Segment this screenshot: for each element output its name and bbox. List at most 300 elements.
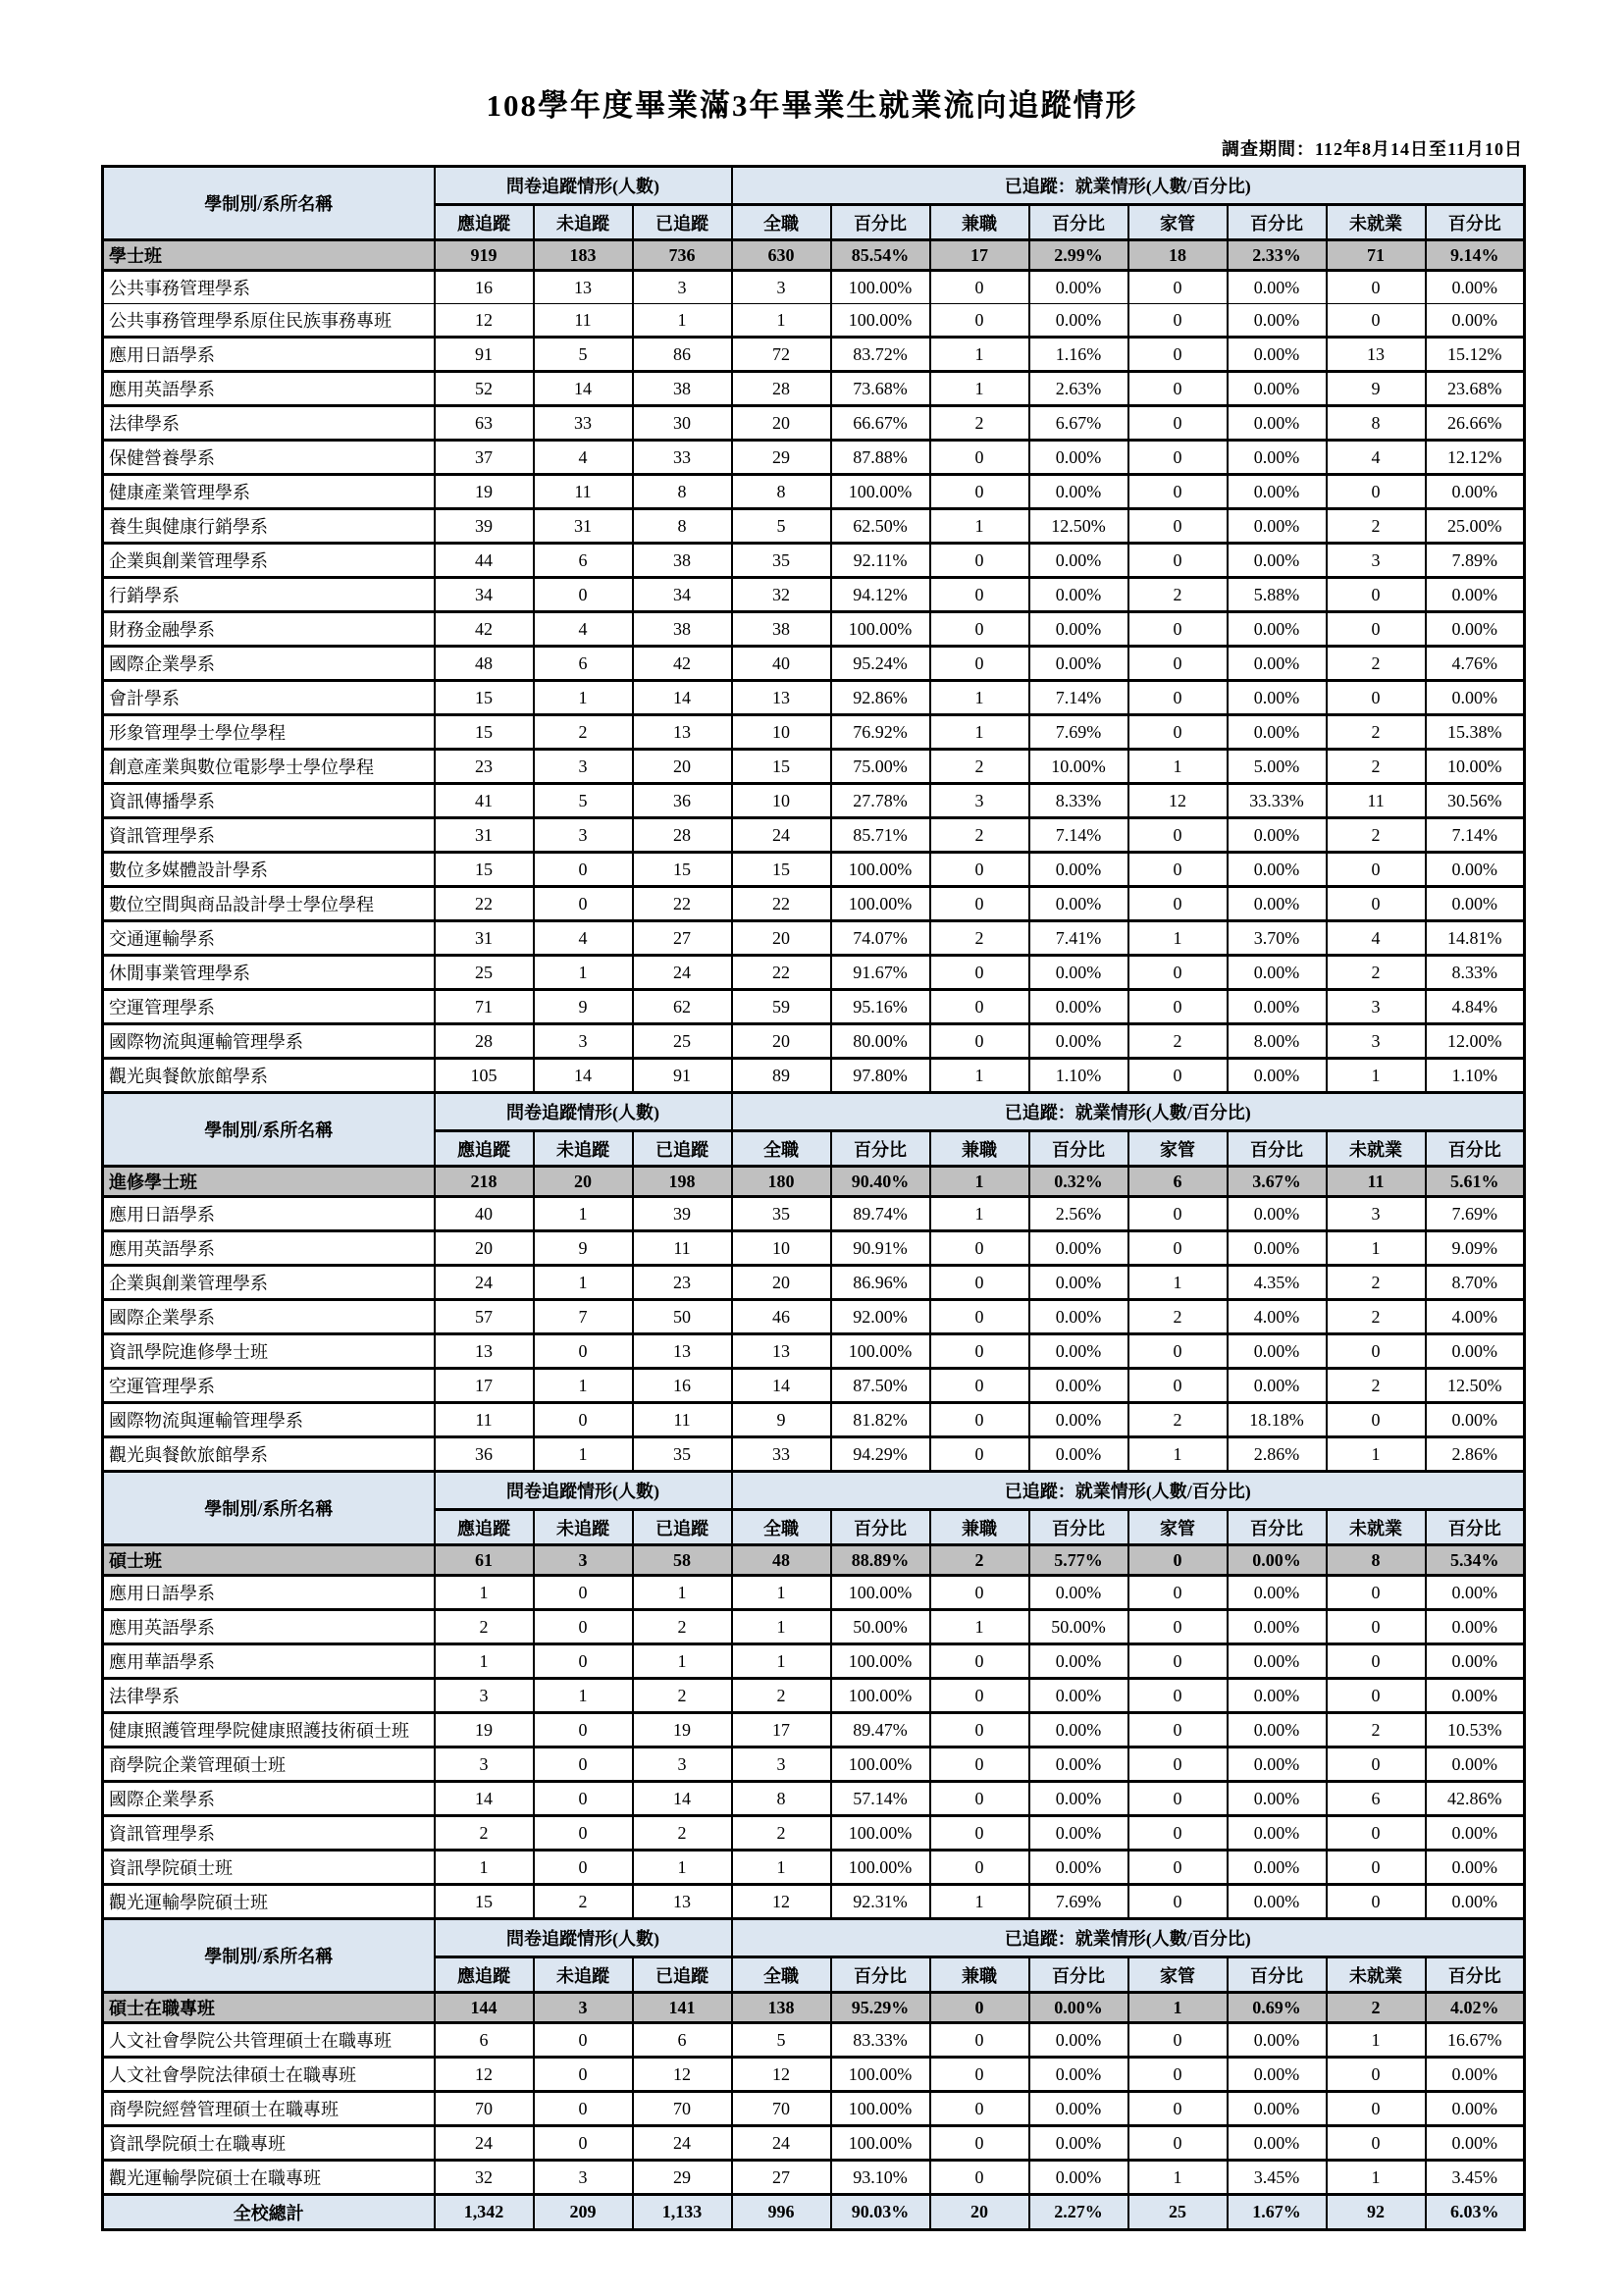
dept-name-cell: 觀光與餐飲旅館學系 [103,1437,435,1472]
value-cell: 1 [534,681,633,715]
value-cell: 1 [534,1266,633,1300]
value-cell: 0 [930,2126,1029,2161]
header-group-row [103,1093,1525,1131]
table-row [103,338,1525,372]
section-name-cell: 學士班 [103,240,435,271]
value-cell: 9 [534,990,633,1024]
header-fulltime: 全職 [732,1510,831,1545]
value-cell: 11 [435,1403,534,1437]
value-cell: 0 [1327,1334,1426,1369]
value-cell: 0.00% [1029,2161,1128,2195]
value-cell: 3 [732,271,831,304]
table-row [103,1782,1525,1816]
value-cell: 16.67% [1426,2023,1525,2058]
value-cell: 63 [435,406,534,441]
total-value-cell: 20 [930,2195,1029,2230]
value-cell: 2 [930,750,1029,784]
dept-name-cell: 應用英語學系 [103,1231,435,1266]
value-cell: 0.00% [1228,338,1327,372]
value-cell: 100.00% [831,2092,930,2126]
table-row [103,578,1525,612]
value-cell: 2 [1327,647,1426,681]
value-cell: 1 [1327,1437,1426,1472]
value-cell: 0.00% [1228,372,1327,406]
value-cell: 2 [633,1679,732,1713]
value-cell: 0.00% [1426,304,1525,338]
section-value-cell: 1 [930,1167,1029,1197]
value-cell: 14 [732,1369,831,1403]
value-cell: 28 [633,818,732,853]
value-cell: 1.10% [1426,1059,1525,1093]
value-cell: 85.71% [831,818,930,853]
section-value-cell: 218 [435,1167,534,1197]
value-cell: 13 [633,715,732,750]
value-cell: 48 [435,647,534,681]
value-cell: 1 [633,1851,732,1885]
value-cell: 39 [435,509,534,544]
dept-name-cell: 創意產業與數位電影學士學位學程 [103,750,435,784]
table-row [103,271,1525,304]
value-cell: 50.00% [1029,1610,1128,1644]
value-cell: 0 [930,1403,1029,1437]
value-cell: 25.00% [1426,509,1525,544]
value-cell: 5 [732,2023,831,2058]
header-fulltime: 全職 [732,205,831,240]
table-row [103,1024,1525,1059]
table-row [103,2058,1525,2092]
value-cell: 73.68% [831,372,930,406]
dept-name-cell: 國際企業學系 [103,647,435,681]
value-cell: 89.47% [831,1713,930,1747]
value-cell: 10.00% [1426,750,1525,784]
value-cell: 33 [732,1437,831,1472]
value-cell: 1 [732,1644,831,1679]
header-homemaker: 家管 [1128,1510,1228,1545]
section-value-cell: 17 [930,240,1029,271]
value-cell: 0 [1128,818,1228,853]
value-cell: 2 [633,1816,732,1851]
value-cell: 100.00% [831,475,930,509]
value-cell: 0 [930,544,1029,578]
value-cell: 0 [930,647,1029,681]
header-parttime: 兼職 [930,1510,1029,1545]
value-cell: 0.00% [1029,544,1128,578]
value-cell: 12 [732,2058,831,2092]
value-cell: 38 [732,612,831,647]
dept-name-cell: 法律學系 [103,406,435,441]
value-cell: 3 [732,1747,831,1782]
value-cell: 13 [435,1334,534,1369]
value-cell: 0.00% [1426,1851,1525,1885]
value-cell: 12 [732,1885,831,1919]
value-cell: 0.00% [1228,715,1327,750]
value-cell: 5 [534,338,633,372]
value-cell: 0 [930,1713,1029,1747]
value-cell: 62.50% [831,509,930,544]
value-cell: 100.00% [831,887,930,921]
value-cell: 2 [1128,578,1228,612]
page-title: 108學年度畢業滿3年畢業生就業流向追蹤情形 [486,88,1138,123]
dept-name-cell: 保健營養學系 [103,441,435,475]
value-cell: 2 [1327,956,1426,990]
value-cell: 0 [1128,1679,1228,1713]
value-cell: 1 [930,715,1029,750]
header-tracked: 已追蹤 [633,205,732,240]
value-cell: 2 [1327,1369,1426,1403]
value-cell: 1 [534,1197,633,1231]
value-cell: 1 [1128,1437,1228,1472]
value-cell: 0 [1128,509,1228,544]
value-cell: 0.00% [1029,1437,1128,1472]
value-cell: 90.91% [831,1231,930,1266]
value-cell: 31 [534,509,633,544]
table-row [103,1437,1525,1472]
section-value-cell: 3 [534,1993,633,2023]
value-cell: 16 [435,271,534,304]
dept-name-cell: 健康產業管理學系 [103,475,435,509]
header-parttime: 兼職 [930,1957,1029,1993]
value-cell: 6 [435,2023,534,2058]
value-cell: 13 [633,1885,732,1919]
value-cell: 25 [435,956,534,990]
value-cell: 0.00% [1228,1644,1327,1679]
value-cell: 0 [1327,475,1426,509]
value-cell: 0.00% [1228,2023,1327,2058]
value-cell: 7.14% [1029,681,1128,715]
section-value-cell: 20 [534,1167,633,1197]
value-cell: 0.00% [1029,853,1128,887]
value-cell: 0 [534,2023,633,2058]
value-cell: 15 [633,853,732,887]
value-cell: 83.33% [831,2023,930,2058]
value-cell: 1 [930,509,1029,544]
value-cell: 0.00% [1029,1369,1128,1403]
section-name-cell: 碩士班 [103,1545,435,1576]
value-cell: 35 [732,1197,831,1231]
value-cell: 0 [534,1747,633,1782]
value-cell: 1 [633,304,732,338]
value-cell: 0.00% [1029,1851,1128,1885]
value-cell: 12.50% [1426,1369,1525,1403]
value-cell: 1 [633,1576,732,1610]
value-cell: 36 [633,784,732,818]
value-cell: 11 [633,1403,732,1437]
value-cell: 100.00% [831,304,930,338]
section-value-cell: 198 [633,1167,732,1197]
header-unemployed: 未就業 [1327,1957,1426,1993]
dept-name-cell: 形象管理學士學位學程 [103,715,435,750]
value-cell: 19 [633,1713,732,1747]
value-cell: 0 [1327,1885,1426,1919]
section-value-cell: 630 [732,240,831,271]
value-cell: 4.84% [1426,990,1525,1024]
section-value-cell: 0.32% [1029,1167,1128,1197]
section-value-cell: 95.29% [831,1993,930,2023]
value-cell: 22 [732,956,831,990]
value-cell: 24 [732,818,831,853]
value-cell: 0.00% [1426,2126,1525,2161]
value-cell: 0.00% [1426,2092,1525,2126]
value-cell: 8.00% [1228,1024,1327,1059]
table-row [103,1369,1525,1403]
section-value-cell: 48 [732,1545,831,1576]
value-cell: 0 [1128,681,1228,715]
value-cell: 92.86% [831,681,930,715]
value-cell: 0 [930,1679,1029,1713]
value-cell: 3 [633,1747,732,1782]
value-cell: 0 [1128,2092,1228,2126]
value-cell: 35 [633,1437,732,1472]
table-row [103,475,1525,509]
value-cell: 0 [930,612,1029,647]
value-cell: 0 [534,887,633,921]
value-cell: 20 [732,921,831,956]
value-cell: 0 [930,271,1029,304]
value-cell: 0.00% [1426,887,1525,921]
value-cell: 0.00% [1029,1334,1128,1369]
dept-name-cell: 公共事務管理學系 [103,271,435,304]
value-cell: 4.35% [1228,1266,1327,1300]
value-cell: 12 [633,2058,732,2092]
section-row [103,1993,1525,2023]
value-cell: 92.00% [831,1300,930,1334]
value-cell: 0 [930,1437,1029,1472]
value-cell: 1 [930,1610,1029,1644]
table-row [103,1885,1525,1919]
section-value-cell: 5.34% [1426,1545,1525,1576]
value-cell: 1 [1327,2161,1426,2195]
value-cell: 74.07% [831,921,930,956]
value-cell: 33 [633,441,732,475]
value-cell: 4.76% [1426,647,1525,681]
dept-name-cell: 國際企業學系 [103,1782,435,1816]
value-cell: 8 [633,509,732,544]
value-cell: 0.00% [1426,1747,1525,1782]
value-cell: 2 [1128,1300,1228,1334]
value-cell: 0.00% [1426,1403,1525,1437]
section-row [103,1167,1525,1197]
dept-name-cell: 觀光與餐飲旅館學系 [103,1059,435,1093]
value-cell: 0 [930,990,1029,1024]
value-cell: 15.12% [1426,338,1525,372]
total-value-cell: 92 [1327,2195,1426,2230]
value-cell: 91.67% [831,956,930,990]
value-cell: 70 [732,2092,831,2126]
value-cell: 38 [633,544,732,578]
table-row [103,1334,1525,1369]
value-cell: 0 [930,1266,1029,1300]
value-cell: 7.69% [1029,715,1128,750]
value-cell: 0.00% [1228,441,1327,475]
value-cell: 0 [930,1816,1029,1851]
header-unemployed-pct: 百分比 [1426,1957,1525,1993]
section-value-cell: 8 [1327,1545,1426,1576]
header-parttime-pct: 百分比 [1029,1131,1128,1167]
value-cell: 8.33% [1426,956,1525,990]
section-value-cell: 5.77% [1029,1545,1128,1576]
value-cell: 0 [1128,1816,1228,1851]
value-cell: 13 [534,271,633,304]
value-cell: 81.82% [831,1403,930,1437]
value-cell: 0.00% [1228,612,1327,647]
value-cell: 0 [1128,1782,1228,1816]
header-parttime-pct: 百分比 [1029,205,1128,240]
value-cell: 9 [1327,372,1426,406]
section-value-cell: 5.61% [1426,1167,1525,1197]
section-value-cell: 3.67% [1228,1167,1327,1197]
value-cell: 18.18% [1228,1403,1327,1437]
value-cell: 72 [732,338,831,372]
value-cell: 41 [435,784,534,818]
table-row [103,1816,1525,1851]
section-value-cell: 919 [435,240,534,271]
total-row [103,2195,1525,2230]
header-should-track: 應追蹤 [435,1131,534,1167]
value-cell: 2 [435,1816,534,1851]
table-row [103,1059,1525,1093]
value-cell: 19 [435,1713,534,1747]
value-cell: 0 [1327,1644,1426,1679]
value-cell: 13 [1327,338,1426,372]
value-cell: 0 [1327,1747,1426,1782]
value-cell: 100.00% [831,2126,930,2161]
header-unemployed-pct: 百分比 [1426,1131,1525,1167]
value-cell: 0.00% [1228,1369,1327,1403]
section-value-cell: 61 [435,1545,534,1576]
value-cell: 0 [930,1369,1029,1403]
value-cell: 0 [930,2058,1029,2092]
value-cell: 1 [930,372,1029,406]
value-cell: 0 [534,1782,633,1816]
value-cell: 2 [1327,509,1426,544]
value-cell: 14 [633,1782,732,1816]
dept-name-cell: 數位空間與商品設計學士學位學程 [103,887,435,921]
value-cell: 26.66% [1426,406,1525,441]
value-cell: 8.70% [1426,1266,1525,1300]
dept-name-cell: 資訊傳播學系 [103,784,435,818]
value-cell: 38 [633,612,732,647]
value-cell: 5.88% [1228,578,1327,612]
value-cell: 8.33% [1029,784,1128,818]
value-cell: 1 [1128,1266,1228,1300]
value-cell: 27 [732,2161,831,2195]
table-row [103,1747,1525,1782]
value-cell: 0.00% [1228,544,1327,578]
value-cell: 0 [930,441,1029,475]
value-cell: 66.67% [831,406,930,441]
value-cell: 32 [435,2161,534,2195]
dept-name-cell: 觀光運輸學院碩士在職專班 [103,2161,435,2195]
header-tracked: 已追蹤 [633,1510,732,1545]
section-name-cell: 碩士在職專班 [103,1993,435,2023]
header-tracked: 已追蹤 [633,1957,732,1993]
section-value-cell: 0 [1128,1545,1228,1576]
table-row [103,1403,1525,1437]
value-cell: 7.69% [1029,1885,1128,1919]
value-cell: 62 [633,990,732,1024]
value-cell: 23.68% [1426,372,1525,406]
value-cell: 92.31% [831,1885,930,1919]
header-unemployed: 未就業 [1327,1510,1426,1545]
value-cell: 0.00% [1426,612,1525,647]
value-cell: 0.00% [1029,578,1128,612]
header-fulltime-pct: 百分比 [831,205,930,240]
value-cell: 0 [1327,1816,1426,1851]
header-questionnaire-group: 問卷追蹤情形(人數) [435,167,732,205]
value-cell: 14 [534,372,633,406]
header-parttime: 兼職 [930,205,1029,240]
value-cell: 5.00% [1228,750,1327,784]
value-cell: 0 [1128,2023,1228,2058]
value-cell: 94.12% [831,578,930,612]
header-fulltime-pct: 百分比 [831,1957,930,1993]
value-cell: 11 [1327,784,1426,818]
section-value-cell: 58 [633,1545,732,1576]
header-parttime: 兼職 [930,1131,1029,1167]
value-cell: 0.00% [1029,2023,1128,2058]
dept-name-cell: 觀光運輸學院碩士班 [103,1885,435,1919]
value-cell: 1 [633,1644,732,1679]
value-cell: 10.00% [1029,750,1128,784]
value-cell: 0 [1128,304,1228,338]
value-cell: 0.00% [1228,818,1327,853]
value-cell: 1 [930,681,1029,715]
dept-name-cell: 數位多媒體設計學系 [103,853,435,887]
value-cell: 0.00% [1228,1851,1327,1885]
value-cell: 1 [435,1851,534,1885]
section-value-cell: 138 [732,1993,831,2023]
dept-name-cell: 公共事務管理學系原住民族事務專班 [103,304,435,338]
value-cell: 0 [930,1334,1029,1369]
header-group-row [103,1919,1525,1957]
header-fulltime-pct: 百分比 [831,1510,930,1545]
value-cell: 2 [435,1610,534,1644]
value-cell: 2 [732,1816,831,1851]
header-employment-group: 已追蹤：就業情形(人數/百分比) [732,167,1525,205]
value-cell: 2 [1128,1403,1228,1437]
value-cell: 0.00% [1228,647,1327,681]
value-cell: 14.81% [1426,921,1525,956]
value-cell: 42 [435,612,534,647]
table-row [103,1610,1525,1644]
value-cell: 0.00% [1029,887,1128,921]
value-cell: 94.29% [831,1437,930,1472]
employment-tracking-table [101,165,1526,2231]
header-fulltime: 全職 [732,1957,831,1993]
value-cell: 0 [1327,1610,1426,1644]
value-cell: 10 [732,784,831,818]
value-cell: 15 [435,853,534,887]
value-cell: 3 [534,2161,633,2195]
header-questionnaire-group: 問卷追蹤情形(人數) [435,1093,732,1131]
value-cell: 44 [435,544,534,578]
section-value-cell: 144 [435,1993,534,2023]
value-cell: 0.00% [1426,1644,1525,1679]
header-name-column: 學制別/系所名稱 [103,1919,435,1993]
section-value-cell: 0 [930,1993,1029,2023]
total-value-cell: 6.03% [1426,2195,1525,2230]
value-cell: 100.00% [831,2058,930,2092]
value-cell: 100.00% [831,271,930,304]
section-value-cell: 9.14% [1426,240,1525,271]
value-cell: 0 [1128,887,1228,921]
value-cell: 15 [435,681,534,715]
value-cell: 0.00% [1228,304,1327,338]
total-value-cell: 1.67% [1228,2195,1327,2230]
value-cell: 8 [1327,406,1426,441]
value-cell: 2 [1327,715,1426,750]
value-cell: 1 [732,1851,831,1885]
